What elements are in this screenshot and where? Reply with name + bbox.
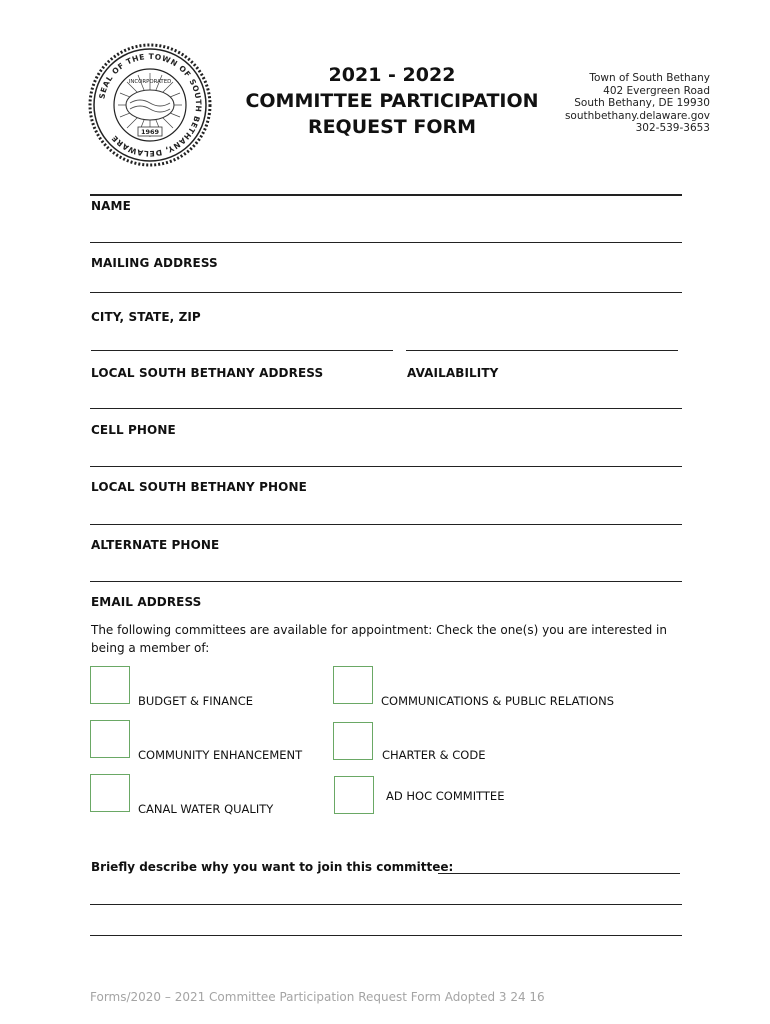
label-ad-hoc: AD HOC COMMITTEE	[386, 789, 505, 803]
email-label: EMAIL ADDRESS	[91, 595, 202, 609]
local-address-field[interactable]	[91, 350, 393, 351]
title-years: 2021 - 2022	[328, 64, 456, 86]
contact-city: South Bethany, DE 19930	[574, 97, 710, 110]
title-sub: REQUEST FORM	[307, 116, 477, 138]
contact-name: Town of South Bethany	[589, 72, 710, 84]
mailing-address-field[interactable]	[90, 292, 682, 293]
describe-field-line-3[interactable]	[90, 935, 682, 936]
checkbox-canal-water-quality[interactable]	[90, 774, 130, 812]
form-footer: Forms/2020 – 2021 Committee Participation Request Form Adopted 3 24 16	[90, 990, 545, 1004]
cell-phone-field[interactable]	[90, 466, 682, 467]
checkbox-ad-hoc[interactable]	[334, 776, 374, 814]
checkbox-communications[interactable]	[333, 666, 373, 704]
local-phone-label: LOCAL SOUTH BETHANY PHONE	[91, 480, 307, 494]
committee-instructions: The following committees are available for appointment: Check the one(s) you are interested in being a member of:	[91, 623, 667, 655]
checkbox-budget-finance[interactable]	[90, 666, 130, 704]
alternate-phone-field[interactable]	[90, 581, 682, 582]
form-title	[236, 62, 548, 140]
checkbox-community-enhancement[interactable]	[90, 720, 130, 758]
seal-year: 1969	[140, 128, 160, 136]
alternate-phone-label: ALTERNATE PHONE	[91, 538, 220, 552]
seal-ring-text: SEAL OF THE TOWN OF SOUTH BETHANY, DELAWARE	[97, 51, 204, 159]
town-seal-logo	[88, 43, 212, 167]
local-address-label: LOCAL SOUTH BETHANY ADDRESS	[91, 366, 324, 380]
seal-incorporated-text: INCORPORATED	[128, 79, 172, 85]
divider-top	[90, 194, 682, 196]
availability-label: AVAILABILITY	[407, 366, 499, 380]
local-phone-field[interactable]	[90, 524, 682, 525]
label-community-enhancement: COMMUNITY ENHANCEMENT	[138, 748, 303, 762]
describe-field-line-2[interactable]	[90, 904, 682, 905]
availability-field[interactable]	[406, 350, 678, 351]
describe-field-first[interactable]	[438, 873, 680, 874]
town-contact-block	[565, 72, 710, 135]
local-address-divider[interactable]	[90, 408, 682, 409]
title-main: COMMITTEE PARTICIPATION	[245, 90, 539, 112]
describe-prompt: Briefly describe why you want to join this committee:	[91, 860, 454, 874]
name-label: NAME	[91, 199, 131, 213]
label-canal-water-quality: CANAL WATER QUALITY	[138, 802, 274, 816]
name-field[interactable]	[90, 242, 682, 243]
label-communications: COMMUNICATIONS & PUBLIC RELATIONS	[381, 694, 614, 708]
contact-website: southbethany.delaware.gov	[564, 109, 710, 122]
checkbox-charter-code[interactable]	[333, 722, 373, 760]
cell-phone-label: CELL PHONE	[91, 423, 176, 437]
label-budget-finance: BUDGET & FINANCE	[138, 694, 254, 708]
mailing-address-label: MAILING ADDRESS	[91, 256, 218, 270]
contact-phone: 302-539-3653	[635, 122, 710, 135]
contact-street: 402 Evergreen Road	[603, 84, 710, 97]
label-charter-code: CHARTER & CODE	[382, 748, 486, 762]
city-state-zip-label: CITY, STATE, ZIP	[91, 310, 201, 324]
